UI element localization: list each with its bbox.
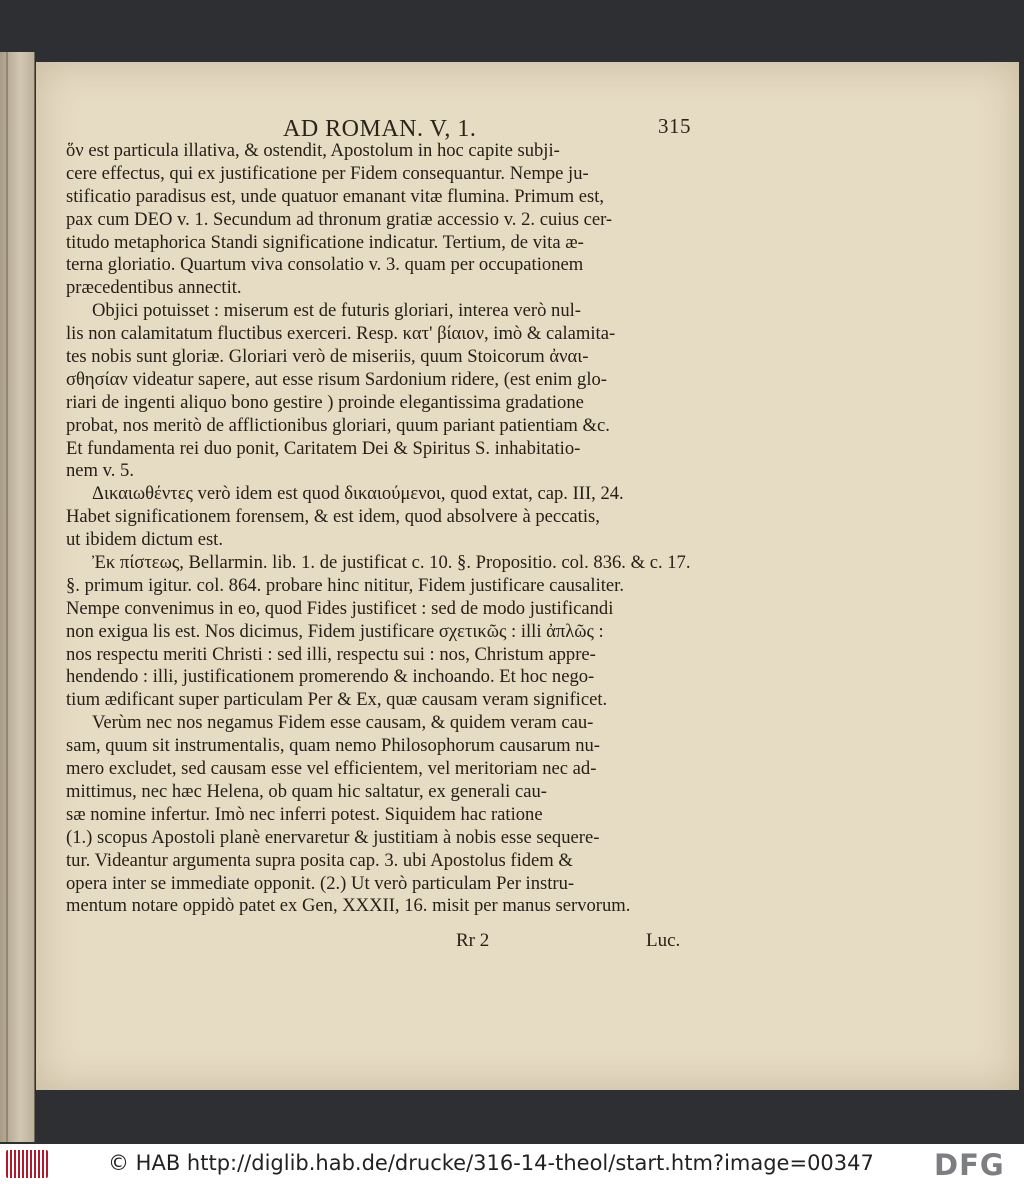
text-line: mittimus, nec hæc Helena, ob quam hic saltatur, ex generali cau- [66,780,547,802]
text-line: ut ibidem dictum est. [66,529,223,551]
text-line: cere effectus, qui ex justificatione per Fidem consequantur. Nempe ju- [66,162,589,184]
text-line: ὅν est particula illativa, & ostendit, Apostolum in hoc capite subji- [66,140,560,161]
text-line: pax cum DEO v. 1. Secundum ad thronum gratiæ accessio v. 2. cuius cer- [66,208,613,230]
copyright-link[interactable]: © HAB http://diglib.hab.de/drucke/316-14-theol/start.htm?image=00347 [108,1151,874,1175]
text-line: riari de ingenti aliquo bono gestire ) proinde elegantissima gradatione [66,391,584,413]
text-line: Et fundamenta rei duo ponit, Caritatem Dei & Spiritus S. inhabitatio- [66,437,581,459]
book-page [36,62,1019,1090]
text-line: præcedentibus annectit. [66,277,242,299]
text-line: tium ædificant super particulam Per & Ex, quæ causam veram significet. [66,689,608,711]
text-line: mentum notare oppidò patet ex Gen, XXXII, 16. misit per manus servorum. [66,895,631,917]
signature-mark: Rr 2 [456,930,490,951]
text-line: nem v. 5. [66,460,134,482]
text-line: hendendo : illi, justificationem promerendo & inchoando. Et hoc nego- [66,666,595,688]
text-line: Habet significationem forensem, & est idem, quod absolvere à peccatis, [66,506,600,528]
text-line: titudo metaphorica Standi significatione indicatur. Tertium, de vita æ- [66,231,584,253]
footer-bar [0,1144,1024,1184]
text-line: opera inter se immediate opponit. (2.) Ut verò particulam Per instru- [66,872,575,894]
text-line: (1.) scopus Apostoli planè enervaretur & justitiam à nobis esse sequere- [66,826,600,848]
text-line: mero excludet, sed causam esse vel efficientem, vel meritoriam nec ad- [66,758,597,780]
text-line: Nempe convenimus in eo, quod Fides justificet : sed de modo justificandi [66,597,614,619]
text-line: §. primum igitur. col. 864. probare hinc nititur, Fidem justificare causaliter. [66,574,624,596]
text-line: Verùm nec nos negamus Fidem esse causam, & quidem veram cau- [92,712,594,734]
text-line: tur. Videantur argumenta supra posita cap. 3. ubi Apostolus fidem & [66,849,573,871]
text-line: tes nobis sunt gloriæ. Gloriari verò de miseriis, quum Stoicorum ἀναι- [66,346,589,368]
text-line: σθησίαν videatur sapere, aut esse risum Sardonium ridere, (est enim glo- [66,368,607,390]
body-text [66,140,698,918]
text-line: stificatio paradisus est, unde quatuor emanant vitæ flumina. Primum est, [66,185,605,207]
catchword: Luc. [646,930,681,951]
page-number: 315 [658,114,691,138]
text-line: lis non calamitatum fluctibus exerceri. Resp. κατ' βίαιον, imò & calamita- [66,323,616,345]
text-line: sæ nomine infertur. Imò nec inferri potest. Siquidem hac ratione [66,803,543,825]
running-title: AD ROMAN. V, 1. [283,116,477,142]
text-line: Ἐκ πίστεως, Bellarmin. lib. 1. de justificat c. 10. §. Propositio. col. 836. & c. 17. [92,552,691,574]
dfg-logo: DFG [934,1148,1005,1182]
text-line: sam, quum sit instrumentalis, quam nemo Philosophorum causarum nu- [66,735,600,757]
text-line: terna gloriatio. Quartum viva consolatio v. 3. quam per occupationem [66,254,584,276]
library-logo-icon [6,1150,48,1178]
text-line: Objici potuisset : miserum est de futuris gloriari, interea verò nul- [92,300,582,322]
text-line: Δικαιωθέντες verò idem est quod δικαιούμενοι, quod extat, cap. III, 24. [92,483,624,505]
adjacent-page-edge [0,52,35,1142]
text-line: nos respectu meriti Christi : sed illi, respectu sui : nos, Christum appre- [66,643,596,665]
text-line: probat, nos meritò de afflictionibus gloriari, quum pariant patientiam &c. [66,414,610,436]
text-line: non exigua lis est. Nos dicimus, Fidem justificare σχετικῶς : illi ἀπλῶς : [66,620,604,642]
